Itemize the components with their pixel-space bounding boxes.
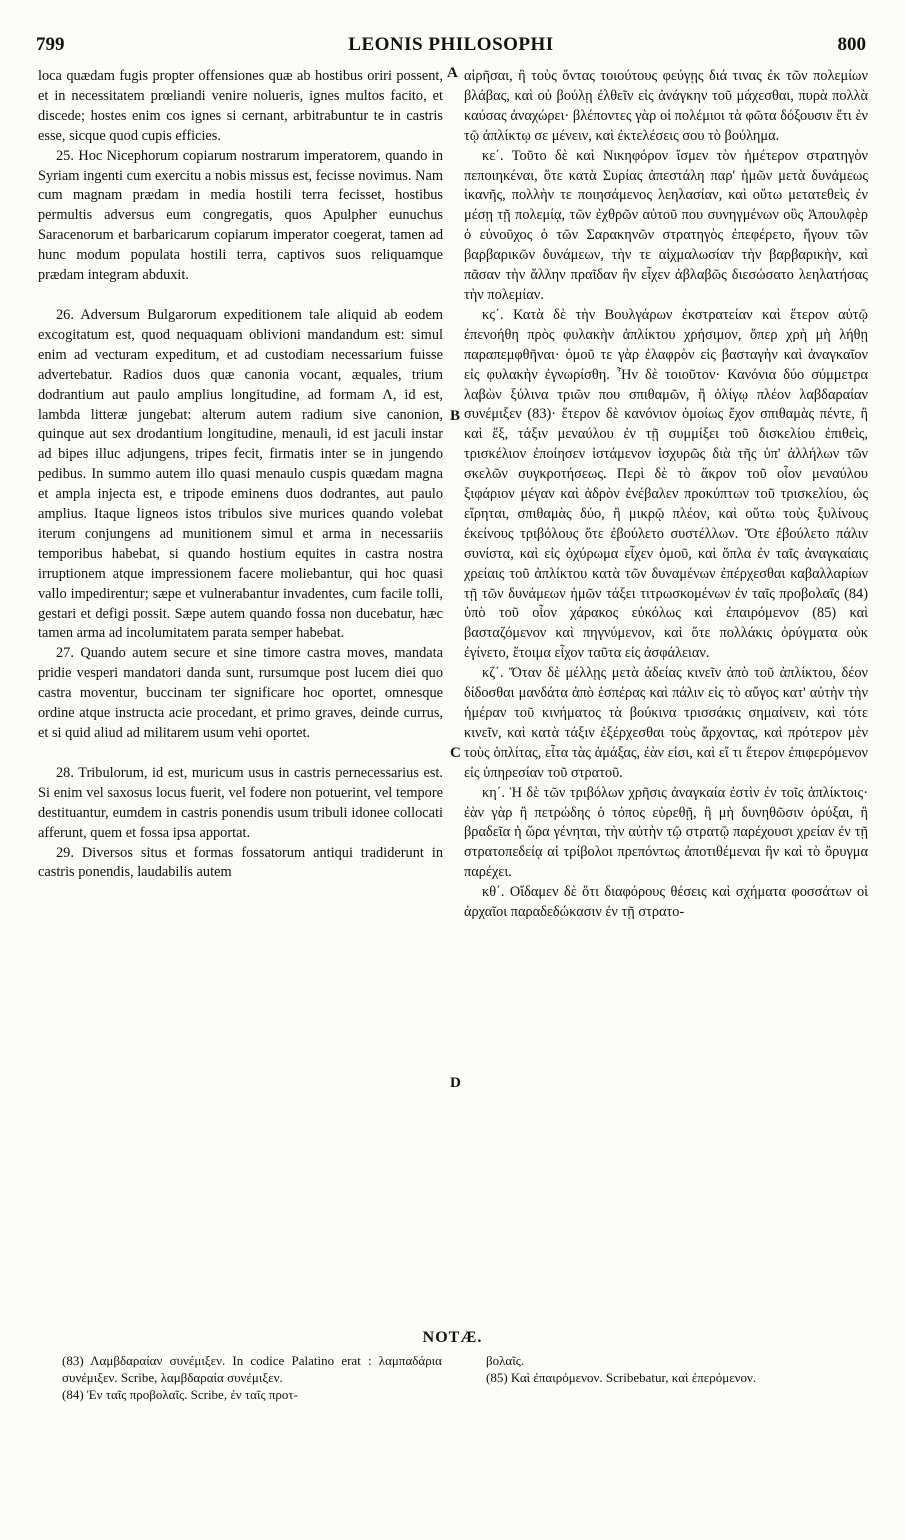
- greek-paragraph-25: κε΄. Τοῦτο δὲ καὶ Νικηφόρον ἴσμεν τὸν ἡμέτερον στρατηγὸν πεποιηκέναι, ὅτε κατὰ Συρίας ἀπεστάλη παρ' ἡμῶν μετὰ δυνάμεως ἱκανῆς, πολλὴν τε ποιησάμενος λεηλασίαν, καὶ οὕτω μετατεθεὶς ἐν μέσῃ τῇ πολεμίᾳ, τῶν ἐχθρῶν αὐτοῦ που συνηγμένων οὓς Ἀπουλφὲρ ὁ εὐνοῦχος ὁ τῶν Σαρακηνῶν στρατηγὸς ἐπεφέρετο, ἤγουν τῶν βαρβαρικῶν δυνάμεων, τὴν τε αἰχμαλωσίαν τὴν βαρβαρικὴν, καὶ πᾶσαν τὴν ἄλλην πραῖδαν ἣν εἶχεν ἀβλαβῶς διεσώσατο λεηλατήσας τὴν πολεμίαν.: [464, 147, 868, 303]
- page-number-left: 799: [36, 34, 65, 55]
- note-84: (84) Ἐν ταῖς προβολαῖς. Scribe, ἐν ταῖς προτ-: [62, 1387, 298, 1402]
- margin-letter-a: A: [447, 65, 458, 81]
- margin-letter-b: B: [450, 408, 461, 424]
- page-number-right: 800: [837, 34, 866, 55]
- latin-paragraph-28: 28. Tribulorum, id est, muricum usus in castris pernecessarius est. Si enim vel saxosus locus fuerit, vel fodere non potuerint, vel tempore destituantur, eumdem in castris ponendis usum tribuli idonee collocati afferunt, quem et fossa ipsa apportat.: [38, 764, 443, 841]
- latin-paragraph-26: 26. Adversum Bulgarorum expeditionem tale aliquid ab eodem excogitatum est, quod nequaquam oblivioni mandandum est: simul enim ad vecturam expeditum, et ad custodiam necessarium fuisse advertebatur. Radios duos quæ canonia vocant, æquales, trium dodrantium aut paulo amplius longitudine, ad formam Λ, id est, lambda litteræ jungebat: alterum autem radium sive canonion, quinque aut sex drodantium longitudine, menauli, id est jaculi instar ad bipes illuc adjungens, tripes fecit, firmatis inter se in jungendo pedibus. In summo autem illo quasi menaulo cuspis quædam magna et ampla injecta est, e tripode eminens duos dodrantes, aut paulo amplius. Itaque ligneos istos tribulos sive murices quando volebat iterum conjungens ad munitionem simul et arma in necessariis temporibus habebat, si quando hostium equites in castra nostra irruptionem atque impressionem facere moliebantur, qui hoc quasi vallo impedirentur; sæpe et vulnerabantur invadentes, cum facile tolli, gestari et defigi possit. Sæpe autem quando fossa non ducebatur, hæc tamen arma ad incolumitatem parata semper habebat.: [38, 306, 443, 642]
- latin-paragraph-29: 29. Diversos situs et formas fossatorum antiqui tradiderunt in castris ponendis, laudabilis autem: [38, 844, 443, 881]
- notes-title: NOTÆ.: [422, 1329, 483, 1346]
- notes-right-column: [486, 1352, 870, 1386]
- note-84-continued: βολαῖς.: [486, 1353, 525, 1368]
- margin-letter-d: D: [450, 1075, 461, 1091]
- greek-paragraph-29: κθ΄. Οἴδαμεν δὲ ὅτι διαφόρους θέσεις καὶ σχήματα φοσσάτων οἱ ἀρχαῖοι παραδεδώκασιν ἐν τῇ στρατο-: [464, 884, 868, 921]
- greek-paragraph-24-end: αἱρῆσαι, ἢ τοὺς ὄντας τοιούτους φεύγῃς διά τινας ἐκ τῶν πολεμίων βλάβας, καὶ οὐ βούλῃ ἐλθεῖν εἰς ἀνάγκην τοῦ μάχεσθαι, πυρὰ πολλὰ καύσας ἀναχώρει· βλέποντες γὰρ οἱ πολέμιοι τὰ φῶτα δόξουσιν ἔτι ἐν τῷ ἀπλίκτῳ σε μένειν, καὶ ἐκτελέσεις σου τὸ βούλημα.: [464, 68, 868, 144]
- latin-paragraph-25: 25. Hoc Nicephorum copiarum nostrarum imperatorem, quando in Syriam ingenti cum exercitu a nobis missus est, fecisse novimus. Nam cum magnam prædam in media hostili terra fecisset, hostibus permultis adversus eum congregatis, quos Apulpher eunuchus Saracenorum et barbaricarum copiarum imperator coegerat, tamen ad hunc modum populata hostili terra, captivos suos reliquamque prædam integram abduxit.: [38, 147, 443, 284]
- running-title: LEONIS PHILOSOPHI: [348, 34, 554, 55]
- greek-paragraph-27: κζ΄. Ὅταν δὲ μέλλῃς μετὰ ἀδείας κινεῖν ἀπὸ τοῦ ἀπλίκτου, δέον δίδοσθαι μανδάτα ἀπὸ ἑσπέρας καὶ πάλιν εἰς τὸ αὔγος κατ' αὐτὴν τὴν ἡμέραν τοῦ κινήματος τὰ βούκινα τρισσάκις σημαίνειν, καὶ τότε κινεῖν, καὶ κατὰ τάξιν ἐξέρχεσθαι τοὺς ἄρχοντας, καὶ πρότερον μὲν τοὺς ὁπλίτας, εἶτα τὰς ἁμάξας, ἐὰν εἰσι, καὶ εἴ τι ἕτερον ἐπιφερόμενον εἰς ὑπηρεσίαν τοῦ στρατοῦ.: [464, 665, 868, 781]
- note-85: (85) Καὶ ἐπαιρόμενον. Scribebatur, καὶ ἐπερόμενον.: [486, 1370, 757, 1385]
- latin-paragraph-27: 27. Quando autem secure et sine timore castra moves, mandata pridie vesperi mandatori danda sunt, rursumque post lucem diei quo castra moventur, buccinam ter significare hoc oportet, omnesque ordine atque instructa acie procedant, et primo graves, deinde currus, et si quid aliud ad militarem usum vehi oportet.: [38, 645, 443, 741]
- latin-paragraph-24-end: loca quædam fugis propter offensiones quæ ab hostibus oriri possent, et in necessitatem prœliandi venire nolueris, ignes multos facito, et discede; hostes enim cos ignes si cernant, arbitrabuntur te in castris esse, sicque quod cupis efficies.: [38, 68, 443, 144]
- margin-letter-c: C: [450, 745, 461, 761]
- notes-left-column: [62, 1352, 442, 1403]
- latin-column: [38, 67, 443, 883]
- greek-paragraph-28: κη΄. Ἡ δὲ τῶν τριβόλων χρῆσις ἀναγκαία ἐστὶν ἐν τοῖς ἀπλίκτοις· ἐὰν γὰρ ἢ πετρώδης ὁ τόπος εὑρεθῇ, ἢ μὴ δυνηθῶσιν ὀρύξαι, ἢ βραδεῖα ἡ ὥρα γένηται, τὴν αὐτὴν τῷ στρατῷ παρέχουσι χρείαν ἐν τῇ στρατοπεδείᾳ αἱ τρίβολοι πρεπόντως ἀποτιθέμεναι ἣν καὶ τὸ ὄρυγμα παρέχει.: [464, 784, 868, 881]
- greek-paragraph-26: κϛ΄. Κατὰ δὲ τὴν Βουλγάρων ἐκστρατείαν καὶ ἕτερον αὐτῷ ἐπενοήθη πρὸς φυλακὴν ἀπλίκτου χρήσιμον, ὅπερ χρὴ μὴ λήθῃ παραπεμφθῆναι· ὁμοῦ τε γὰρ ἐλαφρὸν εἰς βασταγὴν καὶ ἀναγκαῖον εἰς φυλακὴν ἐγνωρίσθη. Ἦν δὲ τοιοῦτον· Κανόνια δύο σύμμετρα λαβὼν ξύλινα τριῶν που σπιθαμῶν, ἢ ὀλίγῳ πλέον λαβδαραίαν συνέμιξεν (83)· ἕτερον δὲ κανόνιον ὁμοίως ἔχον σπιθαμὰς πέντε, ἢ καὶ ἕξ, τάξιν μεναύλου ἐν τῇ συμμίξει τοῦ δισκελίου ἐπιθεὶς, τρισκέλιον ἐποίησεν ἱστάμενον ἰσχυρῶς διὰ τῆς ὑπ' ἀλλήλων τῶν σκελῶν συγκροτήσεως. Περὶ δὲ τὸ ἄκρον τοῦ οἷον μεναύλου ξιφάριον μέγαν καὶ ἁδρὸν ἐνέβαλεν προκύπτων τοῦ τρισκελίου, ὡς εἴρηται, σπιθαμὰς δύο, ἢ μικρῷ πλέον, καὶ οὕτω τοὺς ξυλίνους ἐκείνους τριβόλους ὅτε ἐβούλετο συστέλλων. Ὅτε ἐβούλετο πάλιν συνίστα, καὶ εἰς ὀχύρωμα εἶχεν ὁμοῦ, καὶ ὅπλα ἐν ταῖς ἀναγκαίαις χρείαις τοῦ ἀπλίκτου κατὰ τῶν δυναμένων ἐπέρχεσθαι καβαλλαρίων τῇ τῶν δυνάμεων ἡμῶν τάξει τιτρωσκομένων ἐν ταῖς προβολαῖς (84) ὑπὸ τοῦ οἷον χάρακος εὐκόλως καὶ ἐπαιρόμενον (85) καὶ βασταζόμενον καὶ πηγνύμενον, καὶ ὅτε πολλάκις ὀρύγματα οὐκ ἐγίνετο, ἕτοιμα εἶχον ταῦτα εἰς ἀσφάλειαν.: [464, 306, 868, 662]
- greek-column: [464, 67, 868, 923]
- note-83: (83) Λαμβδαραίαν συνέμιξεν. In codice Palatino erat : λαμπαδάρια συνέμιξεν. Scribe, λαμβδαραία συνέμιξεν.: [62, 1353, 442, 1385]
- page-header: [36, 34, 866, 62]
